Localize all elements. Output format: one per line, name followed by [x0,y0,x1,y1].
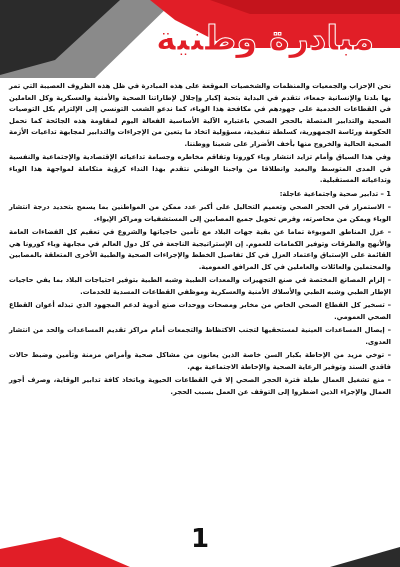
document-body [9,81,391,400]
footer-dark-shape [330,547,400,567]
list-item: – الاستمرار في الحجر الصحي وتعميم التحاليل على أكبر عدد ممكن من المواطنين بما يسمح بتحديد درجة انتشار الوباء ويمكن من محاصرته، وفرض تحويل جميع المصابين إلى المستشفيات ومراكز الإيواء. [9,203,391,223]
list-item: – تسخير كل القطاع الصحي الخاص من مخابر ومصحات ووحدات صنع أدوية لدعم المجهود الذي تبذله أعوان القطاع الصحي العمومي. [9,301,391,321]
list-item: – إيصال المساعدات العينية لمستحقيها لتجنب الاكتظاظ والتجمعات أمام مراكز تقديم المساعدات والحد من انتشار العدوى. [9,326,391,346]
list-item: – توخي مزيد من الإحاطة بكبار السن خاصة الذين يعانون من مشاكل صحية وأمراض مزمنة وتأمين وضبط حالات فاقدي السند وتوفير الرعاية الصحية والإحاطة الاجتماعية بهم. [9,351,391,371]
intro-paragraph-2: وفي هذا السياق وأمام تزايد انتشار وباء كورونا وتفاقم مخاطره وجسامة تداعياته الإقتصادية والإجتماعية والنفسية في المدى المتوسط والبعيد وانطلاقا من واجبنا الوطني نتقدم بهذا النداء كرؤية متكاملة لمواجهة هذا الوباء وتداعياته المستقبلية. [9,153,391,184]
list-item: – منع تشغيل العمال طيلة فترة الحجر الصحي إلا في القطاعات الحيوية وباتخاذ كافة تدابير الوقاية، وصرف أجور العمال والإجراء الذين اضطروا إلى التوقف عن العمل بسبب الحجر. [9,376,391,396]
intro-paragraph-1: نحن الإحزاب والجمعيات والمنظمات والشخصيات الموقعة على هذه المبادرة في ظل هذه الظروف العصيبة التي تمر بها بلدنا والإنسانية جمعاء، نتقدم في البداية بتحية إكبار وإجلال لإطاراتنا الصحية والأمنية والعسكرية وكل العاملين في القطاعات الخدمية على جهودهم في مكافحة هذا الوباء، كما ندعو الشعب التونسي إلى الإلتزام بكل التوصيات الصحية والتدابير المتصلة بالحجر الصحي باعتباره الآلية الأساسية الفعالة اليوم لمقاومة هذه الجائحة كما نحمل الحكومة ورئاسة الجمهورية، كسلطة تنفيذية، مسؤولية اتخاذ ما يتعين من الإجراءات والتدابير لمجابهة تداعيات الأزمة الصحية الحالية والخروج منها بأخف الأضرار على شعبنا ووطننا. [9,82,391,148]
list-item: – عزل المناطق الموبوءة تماما عن بقية جهات البلاد مع تأمين حاجياتها والشروع في تعقيم كل الفضاءات العامة والأنهج والطرقات وتوفير الكمامات للعموم. إن الإستراتيجية الناجعة في كل دول العالم في مجابهة وباء كورونا هي القائمة على الإستباق واعتماد العزل في كل تفاصيل الخطط والإجراءات الصحية والطبية الأخرى المتعلقة بالمصابين والمحتملين والعائلات والعاملين في كل المرافق العمومية. [9,228,391,271]
list-item: – إلزام المصانع المختصة في صنع التجهيزات والمعدات الطبية وشبه الطبية بتوفير احتياجات البلاد بما يفي حاجيات الإطار الطبي وشبه الطبي والأسلاك الأمنية والعسكرية وموظفي القطاعات المسدية للخدمات. [9,276,391,296]
page-title: مبادرة وطنية [155,19,375,59]
page-number: 1 [190,524,210,554]
section-heading: 1 – تدابير صحية واجتماعية عاجلة: [279,189,391,198]
footer-red-shape [0,537,130,567]
